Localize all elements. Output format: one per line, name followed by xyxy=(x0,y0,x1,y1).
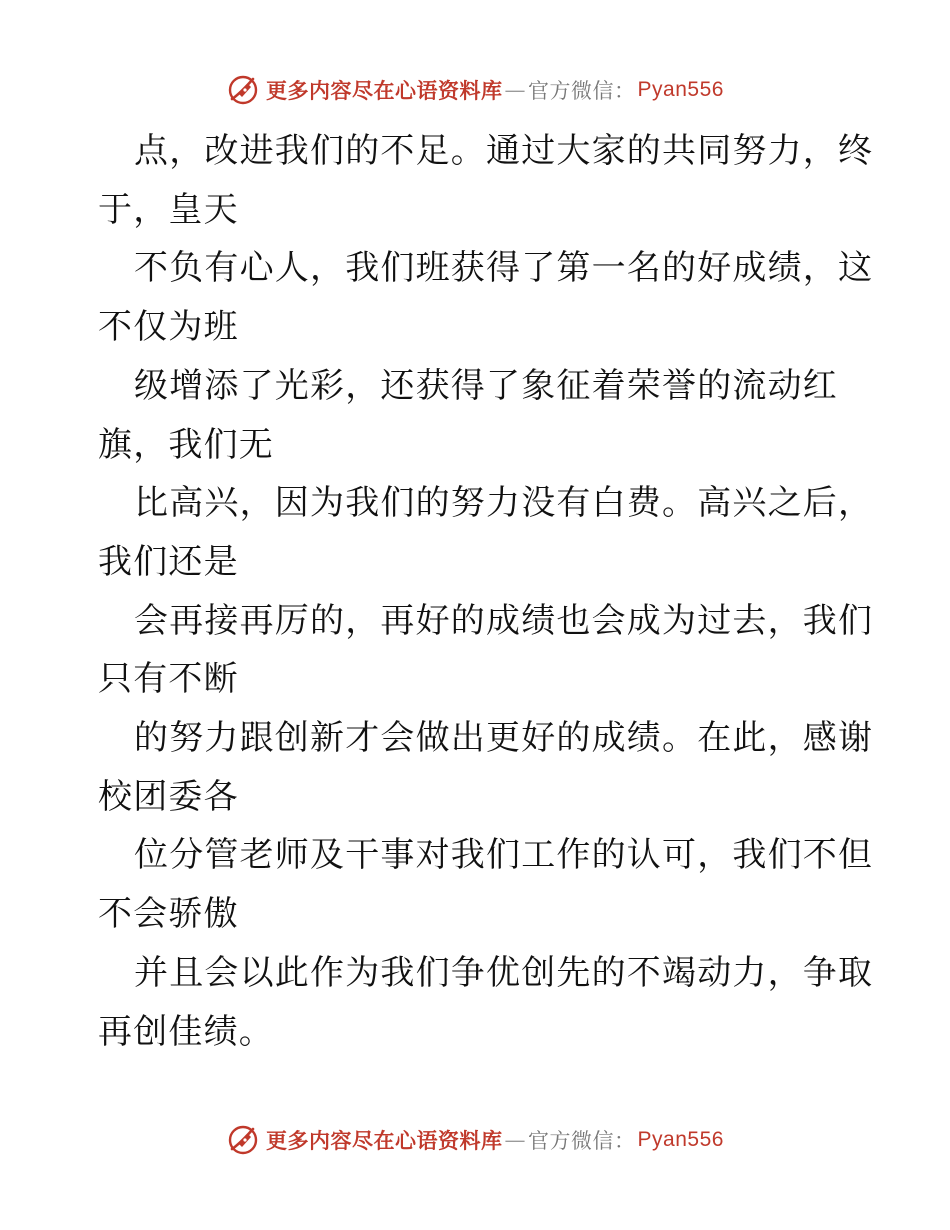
footer-dash: — xyxy=(504,1128,527,1152)
header-dash: — xyxy=(504,78,527,102)
body-line: 并且会以此作为我们争优创先的不竭动力，争取 xyxy=(134,952,874,993)
header-wechat-label: 官方微信： xyxy=(528,79,636,103)
footer-wechat-label: 官方微信： xyxy=(528,1129,636,1153)
body-line: 不会骄傲 xyxy=(98,894,239,935)
body-line: 不负有心人，我们班获得了第一名的好成绩，这 xyxy=(134,248,874,289)
header-wechat-id: Pyan556 xyxy=(637,78,724,101)
pen-nib-logo-icon xyxy=(226,73,260,107)
body-line: 不仅为班 xyxy=(98,307,239,348)
footer-wechat-id: Pyan556 xyxy=(637,1128,724,1151)
footer-banner xyxy=(0,1120,950,1160)
body-line: 比高兴，因为我们的努力没有白费。高兴之后， xyxy=(134,483,874,524)
body-line: 只有不断 xyxy=(98,659,239,700)
body-line: 我们还是 xyxy=(98,541,239,582)
body-line: 再创佳绩。 xyxy=(98,1011,274,1052)
header-banner xyxy=(0,70,950,110)
body-line: 位分管老师及干事对我们工作的认可，我们不但 xyxy=(134,835,874,876)
pen-nib-logo-icon xyxy=(226,1123,260,1157)
footer-brand-text: 更多内容尽在心语资料库 xyxy=(266,1128,503,1153)
body-line: 旗，我们无 xyxy=(98,424,274,465)
body-line: 级增添了光彩，还获得了象征着荣誉的流动红 xyxy=(134,365,838,406)
body-line: 会再接再厉的，再好的成绩也会成为过去，我们 xyxy=(134,600,874,641)
body-line: 于，皇天 xyxy=(98,189,239,230)
document-body xyxy=(98,122,874,1061)
body-line: 的努力跟创新才会做出更好的成绩。在此，感谢 xyxy=(134,718,874,759)
body-line: 点，改进我们的不足。通过大家的共同努力，终 xyxy=(134,131,874,171)
header-brand-text: 更多内容尽在心语资料库 xyxy=(266,78,503,103)
body-line: 校团委各 xyxy=(98,776,239,817)
